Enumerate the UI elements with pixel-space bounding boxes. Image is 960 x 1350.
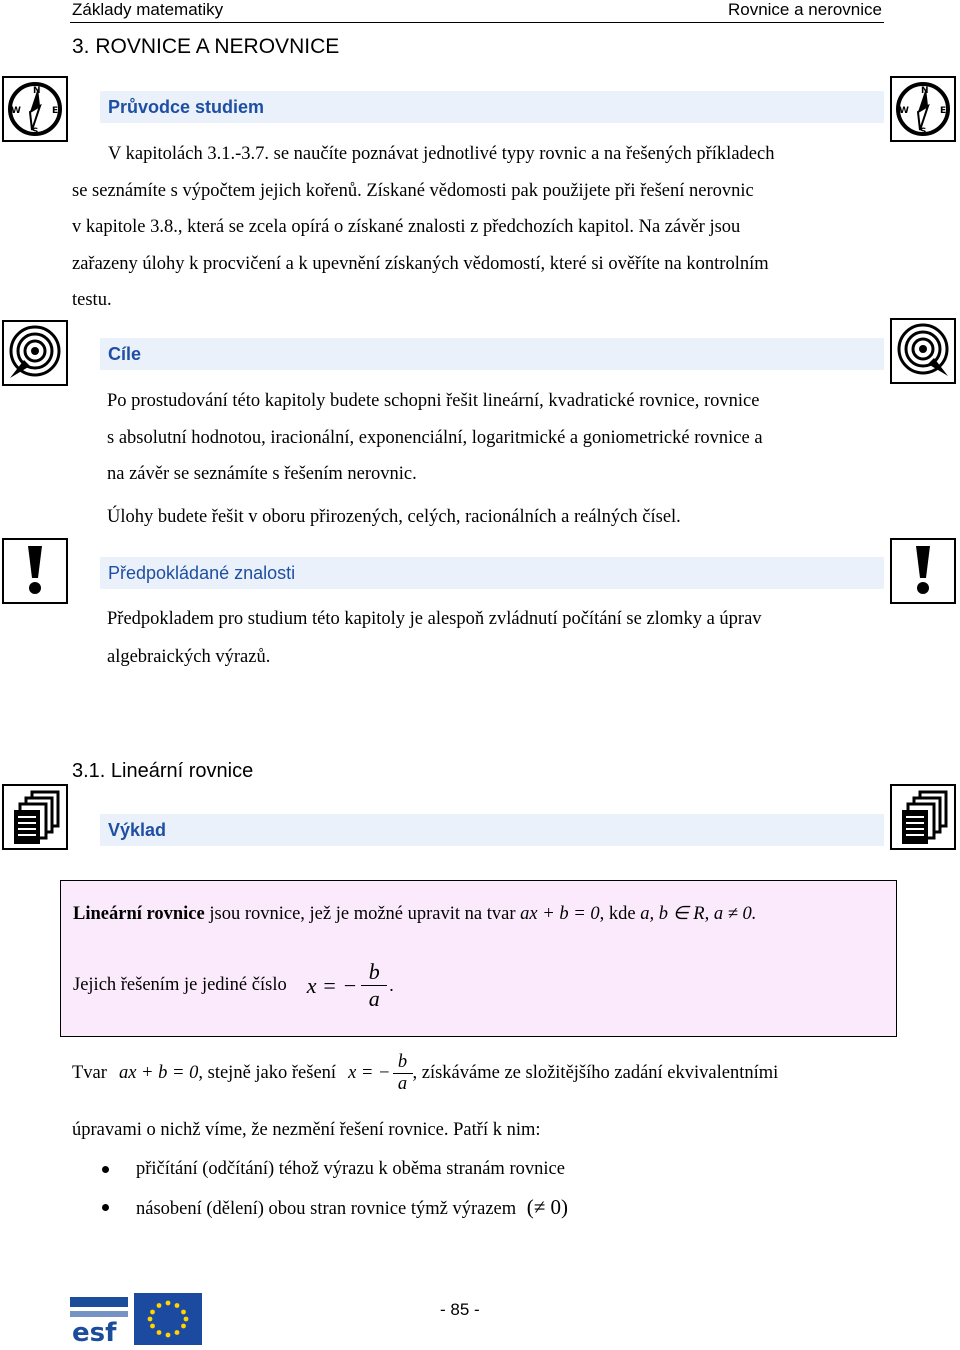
solution-text: Jejich řešením je jediné číslo [73, 975, 287, 995]
prereq-line: algebraických výrazů. [107, 647, 271, 667]
exclamation-icon [2, 538, 68, 604]
goals-title: Cíle [108, 344, 142, 364]
page-number: - 85 - [440, 1300, 480, 1319]
guide-text [72, 136, 884, 319]
body-line-2: úpravami o nichž víme, že nezmění řešení rovnice. Patří k nim: [72, 1120, 541, 1140]
nonzero-condition: (≠ 0) [526, 1195, 569, 1219]
prereq-line: Předpokladem pro studium této kapitoly je alespoň zvládnutí počítání se zlomky a úprav [107, 609, 762, 629]
body-line [72, 1052, 778, 1095]
documents-icon [890, 784, 956, 850]
prereq-text [107, 600, 897, 676]
prereq-bar [100, 557, 884, 589]
goals-line: Úlohy budete řešit v oboru přirozených, celých, racionálních a reálných čísel. [107, 506, 681, 527]
svg-text:S: S [920, 127, 927, 137]
guide-line: V kapitolách 3.1.-3.7. se naučíte poznávat jednotlivé typy rovnic a na řešených příkladech [108, 144, 775, 164]
goals-bar [100, 338, 884, 370]
operations-list [72, 1150, 884, 1226]
compass-icon [890, 76, 956, 142]
definition-line [73, 903, 756, 925]
bullet-icon [102, 1166, 109, 1173]
chapter-title: 3. ROVNICE A NEROVNICE [72, 35, 340, 58]
guide-line: v kapitole 3.8., která se zcela opírá o získané znalosti z předchozích kapitol. Na závěr jsou [72, 217, 741, 237]
svg-text:S: S [32, 127, 39, 137]
explanation-bar [100, 814, 884, 846]
guide-line: se seznámíte s výpočtem jejich kořenů. Získané vědomosti pak použijete při řešení nerovnic [72, 180, 754, 201]
fraction-numerator: b [397, 1052, 408, 1072]
fraction-numerator: b [368, 959, 380, 984]
exclamation-icon [890, 538, 956, 604]
section-title: 3.1. Lineární rovnice [72, 760, 254, 782]
eu-flag [134, 1293, 202, 1345]
goals-line: s absolutní hodnotou, iracionální, exponenciální, logaritmické a goniometrické rovnice a [107, 427, 763, 448]
target-icon [2, 320, 68, 386]
header-left: Základy matematiky [72, 0, 224, 19]
guide-bar [100, 91, 884, 123]
guide-title: Průvodce studiem [108, 97, 265, 117]
svg-text:E: E [52, 106, 59, 116]
compass-icon [2, 76, 68, 142]
definition-equation: ax + b = 0 [520, 904, 600, 924]
documents-icon [2, 784, 68, 850]
body-fraction [393, 1052, 413, 1095]
svg-text:W: W [899, 106, 909, 116]
bullet-icon [102, 1204, 109, 1211]
solution-period: . [389, 975, 394, 995]
svg-text:E: E [940, 106, 947, 116]
goals-text [107, 383, 897, 535]
explanation-title: Výklad [108, 820, 167, 840]
guide-line: testu. [72, 290, 112, 310]
definition-box [60, 880, 897, 1037]
body-solution-lhs: x = − [348, 1063, 391, 1083]
svg-text:esf: esf [72, 1318, 117, 1345]
body-mid: , stejně jako řešení [198, 1063, 337, 1083]
definition-term: Lineární rovnice [73, 904, 205, 924]
fraction-denominator: a [368, 986, 380, 1011]
svg-text:N: N [33, 86, 41, 96]
goals-line: na závěr se seznámíte s řešením nerovnic. [107, 464, 417, 484]
list-item: násobení (dělení) obou stran rovnice týmž výrazem (≠ 0) [72, 1188, 884, 1226]
prereq-title: Předpokládané znalosti [108, 563, 296, 583]
fraction-denominator: a [397, 1074, 408, 1094]
solution-fraction [361, 959, 387, 1012]
solution-lhs: x = − [306, 972, 358, 998]
header-right: Rovnice a nerovnice [727, 0, 882, 19]
definition-condition: a, b ∈ R, a ≠ 0. [640, 904, 757, 924]
body-after: , získáváme ze složitějšího zadání ekvivalentními [412, 1063, 779, 1083]
list-item: přičítání (odčítání) téhož výrazu k oběma stranám rovnice [72, 1150, 884, 1188]
target-icon [890, 318, 956, 384]
definition-text: jsou rovnice, jež je možné upravit na tvar [204, 904, 521, 924]
definition-kde: , kde [599, 904, 641, 924]
goals-line: Po prostudování této kapitoly budete schopni řešit lineární, kvadratické rovnice, rovnice [107, 391, 760, 411]
svg-text:W: W [11, 106, 21, 116]
esf-logo [68, 1295, 130, 1345]
header-rule [70, 22, 884, 23]
solution-line [73, 959, 394, 1012]
svg-text:N: N [921, 86, 929, 96]
body-equation: ax + b = 0 [118, 1063, 199, 1083]
body-tvar: Tvar [72, 1063, 107, 1083]
guide-line: zařazeny úlohy k procvičení a k upevnění získaných vědomostí, které si ověříte na kontrolním [72, 253, 769, 274]
